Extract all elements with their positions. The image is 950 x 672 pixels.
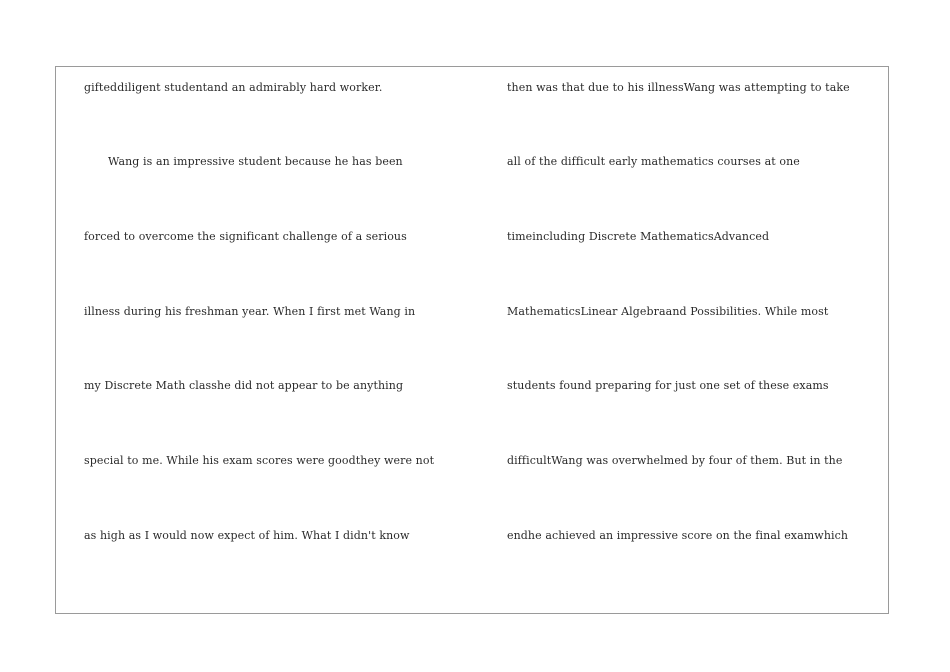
text-line: then was that due to his illnessWang was attempting to take <box>507 81 850 94</box>
text-line: endhe achieved an impressive score on the final examwhich <box>507 529 849 542</box>
text-line: MathematicsLinear Algebraand Possibilities. While most <box>507 305 829 318</box>
text-line: Wang is an impressive student because he has been <box>108 155 403 168</box>
text-line: difficultWang was overwhelmed by four of them. But in the <box>507 454 843 467</box>
text-line: timeincluding Discrete MathematicsAdvanced <box>507 230 770 243</box>
text-line: gifteddiligent studentand an admirably hard worker. <box>84 81 383 94</box>
text-line: illness during his freshman year. When I first met Wang in <box>84 305 416 318</box>
text-line: special to me. While his exam scores were goodthey were not <box>84 454 435 467</box>
text-line: as high as I would now expect of him. What I didn't know <box>84 529 410 542</box>
text-line: forced to overcome the significant challenge of a serious <box>84 230 407 243</box>
text-line: students found preparing for just one set of these exams <box>507 379 829 392</box>
text-line: my Discrete Math classhe did not appear to be anything <box>84 379 404 392</box>
text-line: all of the difficult early mathematics courses at one <box>507 155 800 168</box>
